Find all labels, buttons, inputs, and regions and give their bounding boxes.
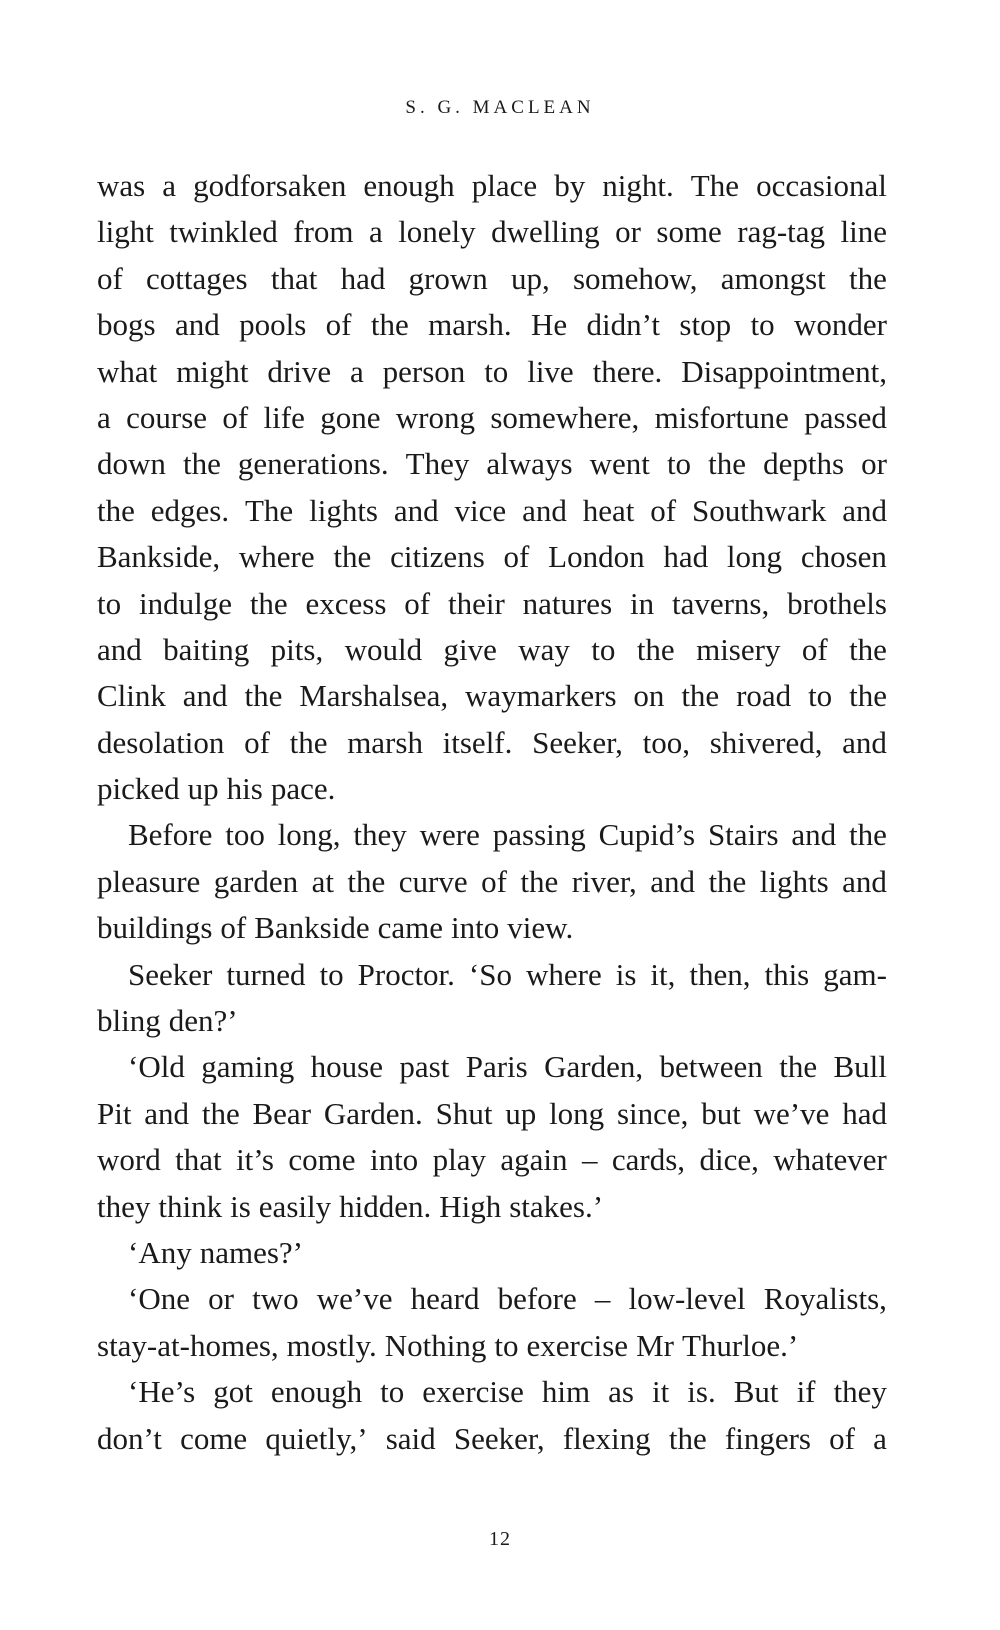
text-line: they think is easily hidden. High stakes.’ (97, 1188, 604, 1224)
running-header-author: S. G. MACLEAN (405, 97, 595, 118)
text-line: was a godforsaken enough place by night. The occasional (97, 168, 887, 203)
text-line: Pit and the Bear Garden. Shut up long since, but we’ve had (97, 1095, 887, 1131)
text-line: pleasure garden at the curve of the river, and the lights and (97, 863, 887, 899)
text-line: Before too long, they were passing Cupid’s Stairs and the (128, 817, 887, 853)
text-line: bogs and pools of the marsh. He didn’t stop to wonder (97, 307, 887, 343)
text-line: a course of life gone wrong somewhere, misfortune passed (97, 399, 887, 435)
text-line: the edges. The lights and vice and heat of Southwark and (97, 492, 887, 528)
text-line: word that it’s come into play again – cards, dice, whatever (97, 1142, 887, 1178)
text-line: Seeker turned to Proctor. ‘So where is it, then, this gam- (128, 956, 887, 992)
text-line: bling den?’ (97, 1003, 238, 1039)
text-line: picked up his pace. (97, 771, 336, 807)
text-line: desolation of the marsh itself. Seeker, too, shivered, and (97, 724, 887, 760)
text-line: ‘He’s got enough to exercise him as it is. But if they (128, 1374, 887, 1410)
text-line: down the generations. They always went to the depths or (97, 446, 887, 482)
text-line: what might drive a person to live there. Disappointment, (97, 353, 887, 389)
text-line: to indulge the excess of their natures in taverns, brothels (97, 585, 887, 621)
text-line: of cottages that had grown up, somehow, amongst the (97, 260, 887, 296)
text-line: ‘Any names?’ (128, 1234, 303, 1270)
text-line: and baiting pits, would give way to the misery of the (97, 631, 887, 667)
body-text (97, 163, 887, 1462)
text-line: don’t come quietly,’ said Seeker, flexing the fingers of a (97, 1420, 887, 1456)
text-line: light twinkled from a lonely dwelling or some rag-tag line (97, 214, 887, 250)
text-line: stay-at-homes, mostly. Nothing to exercise Mr Thurloe.’ (97, 1327, 799, 1363)
page-number: 12 (489, 1528, 511, 1550)
text-line: Clink and the Marshalsea, waymarkers on the road to the (97, 678, 887, 714)
text-line: buildings of Bankside came into view. (97, 910, 574, 946)
text-line: ‘Old gaming house past Paris Garden, between the Bull (128, 1049, 887, 1085)
text-line: ‘One or two we’ve heard before – low-level Royalists, (128, 1281, 887, 1317)
text-line: Bankside, where the citizens of London had long chosen (97, 539, 887, 575)
